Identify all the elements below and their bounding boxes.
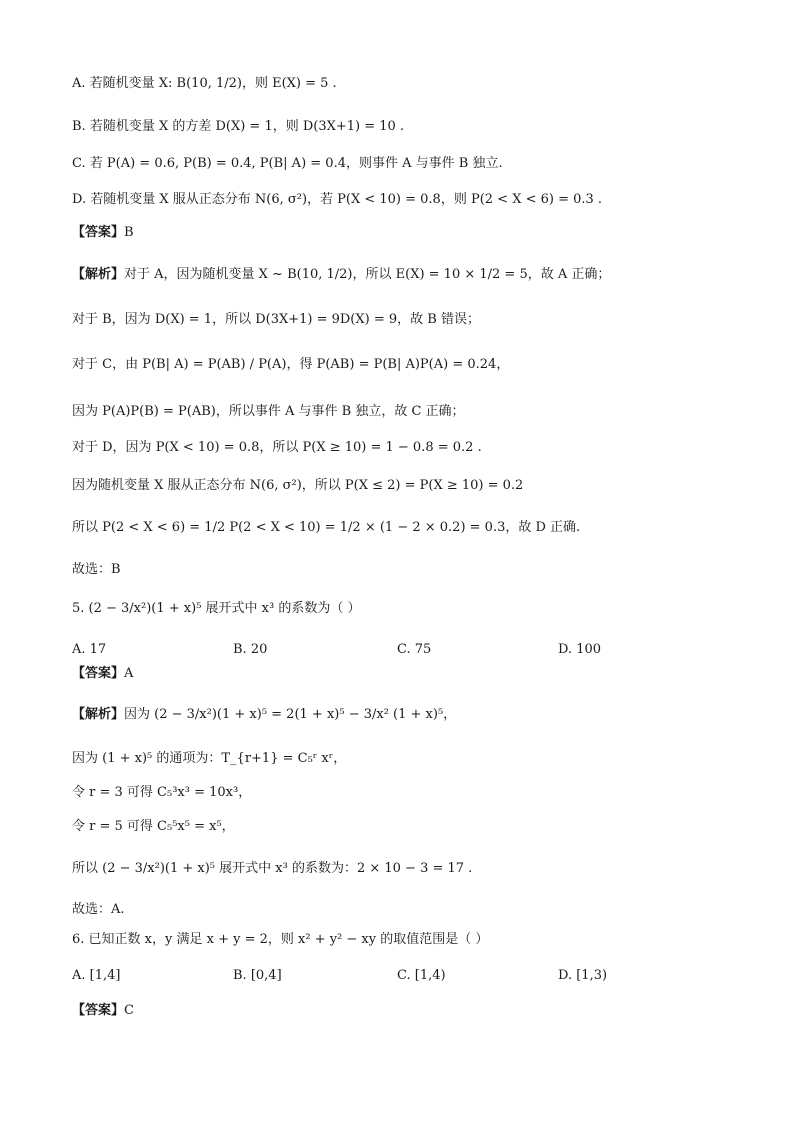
- q4-option-b: B. 若随机变量 X 的方差 D(X) = 1，则 D(3X+1) = 10 .: [72, 119, 405, 134]
- q4-analysis-line-3: 对于 C，由 P(B| A) = P(AB) / P(A)，得 P(AB) = P(B| A)P(A) = 0.24，: [72, 357, 510, 372]
- q6-option-a: A. [1,4]: [72, 968, 121, 983]
- q4-option-c: C. 若 P(A) = 0.6, P(B) = 0.4, P(B| A) = 0.4，则事件 A 与事件 B 独立.: [72, 156, 503, 171]
- q5-conclusion: 故选：A.: [72, 902, 125, 917]
- q4-analysis-line-6: 因为随机变量 X 服从正态分布 N(6, σ²)，所以 P(X ≤ 2) = P(X ≥ 10) = 0.2: [72, 478, 524, 493]
- q5-analysis-line-5: 所以 (2 − 3/x²)(1 + x)⁵ 展开式中 x³ 的系数为：2 × 10 − 3 = 17 .: [72, 861, 473, 876]
- answer-value: B: [124, 225, 134, 240]
- q4-analysis-line-1: [72, 268, 610, 281]
- q6-option-b: B. [0,4]: [233, 968, 282, 983]
- q4-analysis-line-7: 所以 P(2 < X < 6) = 1/2 P(2 < X < 10) = 1/2 × (1 − 2 × 0.2) = 0.3，故 D 正确.: [72, 520, 581, 535]
- q4-answer: [72, 226, 134, 239]
- q4-option-d: D. 若随机变量 X 服从正态分布 N(6, σ²)，若 P(X < 10) = 0.8，则 P(2 < X < 6) = 0.3 .: [72, 192, 603, 207]
- q5-answer: [72, 667, 133, 680]
- answer-label: 【答案】: [72, 225, 125, 240]
- answer-value: C: [124, 1003, 134, 1018]
- q6-stem: 6. 已知正数 x，y 满足 x + y = 2，则 x² + y² − xy 的取值范围是（ ）: [72, 932, 489, 947]
- q5-stem: 5. (2 − 3/x²)(1 + x)⁵ 展开式中 x³ 的系数为（ ）: [72, 601, 361, 616]
- q4-analysis-line-2: 对于 B，因为 D(X) = 1，所以 D(3X+1) = 9D(X) = 9，故 B 错误；: [72, 312, 480, 327]
- answer-value: A: [124, 666, 134, 681]
- q5-option-b: B. 20: [233, 642, 268, 657]
- q6-option-d: D. [1,3): [558, 968, 608, 983]
- q5-option-a: A. 17: [72, 642, 107, 657]
- q5-analysis-line-2: 因为 (1 + x)⁵ 的通项为：T_{r+1} = C₅ʳ xʳ，: [72, 751, 347, 766]
- q6-option-c: C. [1,4): [397, 968, 446, 983]
- q4-analysis-line-4: 因为 P(A)P(B) = P(AB)，所以事件 A 与事件 B 独立，故 C 正确；: [72, 404, 465, 419]
- analysis-text: 对于 A，因为随机变量 X ~ B(10, 1/2)，所以 E(X) = 10 × 1/2 = 5，故 A 正确；: [124, 267, 611, 282]
- q6-answer: [72, 1004, 134, 1017]
- answer-label: 【答案】: [72, 1003, 125, 1018]
- q5-analysis-line-1: [72, 708, 456, 721]
- q4-option-a: A. 若随机变量 X: B(10, 1/2)，则 E(X) = 5 .: [72, 76, 337, 91]
- q5-option-d: D. 100: [558, 642, 602, 657]
- analysis-label: 【解析】: [72, 267, 125, 282]
- answer-label: 【答案】: [72, 666, 125, 681]
- analysis-label: 【解析】: [72, 707, 125, 722]
- q4-analysis-line-5: 对于 D，因为 P(X < 10) = 0.8，所以 P(X ≥ 10) = 1 − 0.8 = 0.2 .: [72, 440, 482, 455]
- q5-analysis-line-3: 令 r = 3 可得 C₅³x³ = 10x³，: [72, 785, 252, 800]
- analysis-text: 因为 (2 − 3/x²)(1 + x)⁵ = 2(1 + x)⁵ − 3/x² (1 + x)⁵，: [124, 707, 457, 722]
- q4-conclusion: 故选：B: [72, 562, 121, 577]
- q5-analysis-line-4: 令 r = 5 可得 C₅⁵x⁵ = x⁵，: [72, 819, 235, 834]
- q5-option-c: C. 75: [397, 642, 432, 657]
